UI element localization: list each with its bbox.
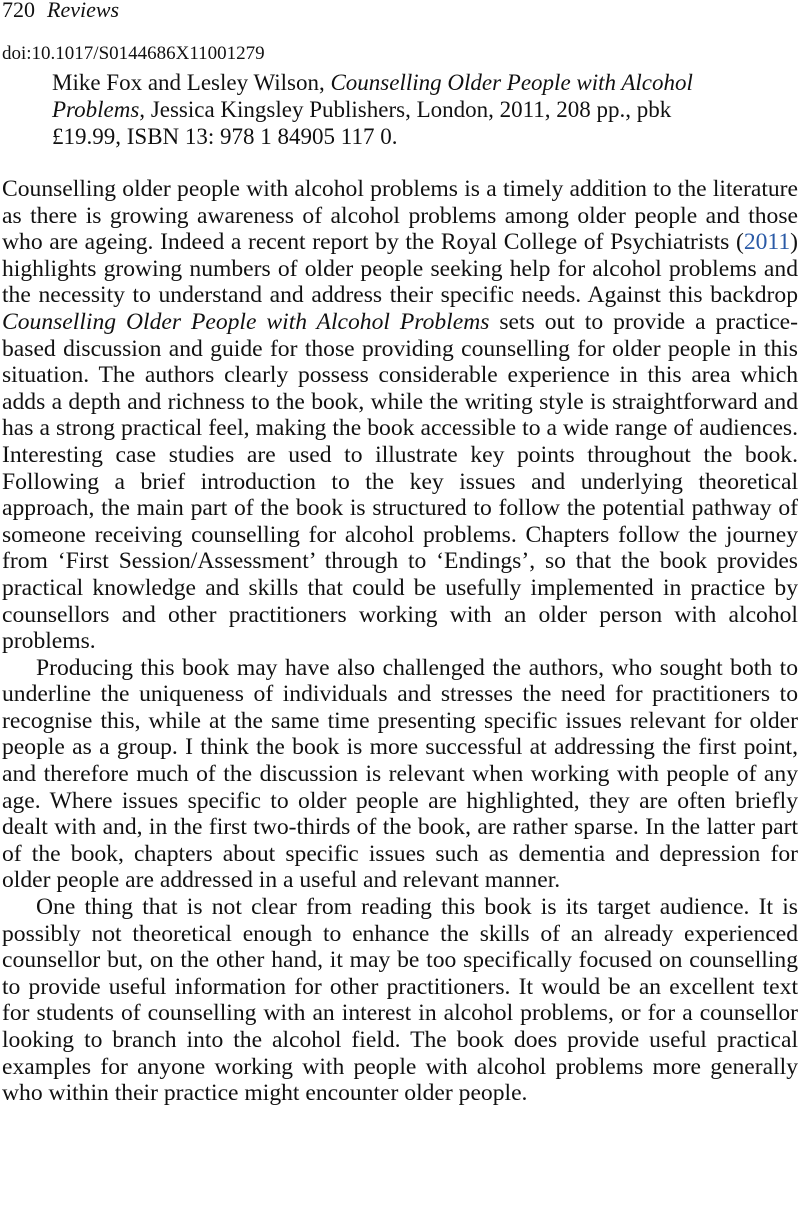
citation-authors: Mike Fox and Lesley Wilson,: [52, 70, 325, 95]
citation-line-1: [52, 69, 787, 96]
review-body: [2, 176, 798, 1107]
doi[interactable]: doi:10.1017/S0144686X11001279: [2, 43, 265, 64]
paragraph-1-text-b: ) highlights growing numbers of older people seeking help for alcohol problems and the necessity to understand and address their specific needs. Against this backdrop: [2, 229, 798, 309]
citation-line-2: [52, 96, 787, 123]
paragraph-1-text-c: sets out to provide a practice-based discussion and guide for those providing counselling for older people in this situation. The authors clearly possess considerable experience in this area which adds a depth and richness to the book, while the writing style is straightforward and has a strong practical feel, making the book accessible to a wide range of audiences. Interesting case studies are used to illustrate key points throughout the book. Following a brief introduction to the key issues and underlying theoretical approach, the main part of the book is structured to follow the potential pathway of someone receiving counselling for alcohol problems. Chapters follow the journey from ‘First Session/Assessment’ through to ‘Endings’, so that the book provides practical knowledge and skills that could be usefully implemented in practice by counsellors and other practitioners working with an older person with alcohol problems.: [2, 308, 798, 655]
review-paragraph-3: One thing that is not clear from reading this book is its target audience. It is possibly not theoretical enough to enhance the skills of an already experienced counsellor but, on the other hand, it may be too specifically focused on counselling to provide useful information for other practitioners. It would be an excellent text for students of counselling with an interest in alcohol problems, or for a counsellor looking to branch into the alcohol field. The book does provide useful practical examples for anyone working with people with alcohol problems more generally who within their practice might encounter older people.: [2, 894, 798, 1107]
paragraph-1-book-title: Counselling Older People with Alcohol Problems: [2, 308, 490, 335]
journal-section: Reviews: [47, 0, 120, 22]
citation-title-part-2: Problems,: [52, 97, 146, 122]
paragraph-1-text-a: Counselling older people with alcohol problems is a timely addition to the literature as there is growing awareness of alcohol problems among older people and those who are ageing. Indeed a recent report by the Royal College of Psychiatrists (: [2, 176, 798, 256]
review-paragraph-1: [2, 176, 798, 655]
citation-publisher: Jessica Kingsley Publishers, London, 2011, 208 pp., pbk: [145, 97, 672, 122]
citation-title-part-1: Counselling Older People with Alcohol: [330, 70, 693, 95]
review-paragraph-2: Producing this book may have also challenged the authors, who sought both to underline the uniqueness of individuals and stresses the need for practitioners to recognise this, while at the same time presenting specific issues relevant for older people as a group. I think the book is more successful at addressing the first point, and therefore much of the discussion is relevant when working with people of any age. Where issues specific to older people are highlighted, they are often briefly dealt with and, in the first two-thirds of the book, are rather sparse. In the latter part of the book, chapters about specific issues such as dementia and depression for older people are addressed in a useful and relevant manner.: [2, 654, 798, 894]
book-citation: [52, 69, 787, 150]
running-head: [2, 0, 119, 24]
reference-link-2011[interactable]: 2011: [743, 229, 791, 256]
page-number: 720: [2, 0, 35, 22]
citation-price-isbn: £19.99, ISBN 13: 978 1 84905 117 0.: [52, 124, 398, 149]
